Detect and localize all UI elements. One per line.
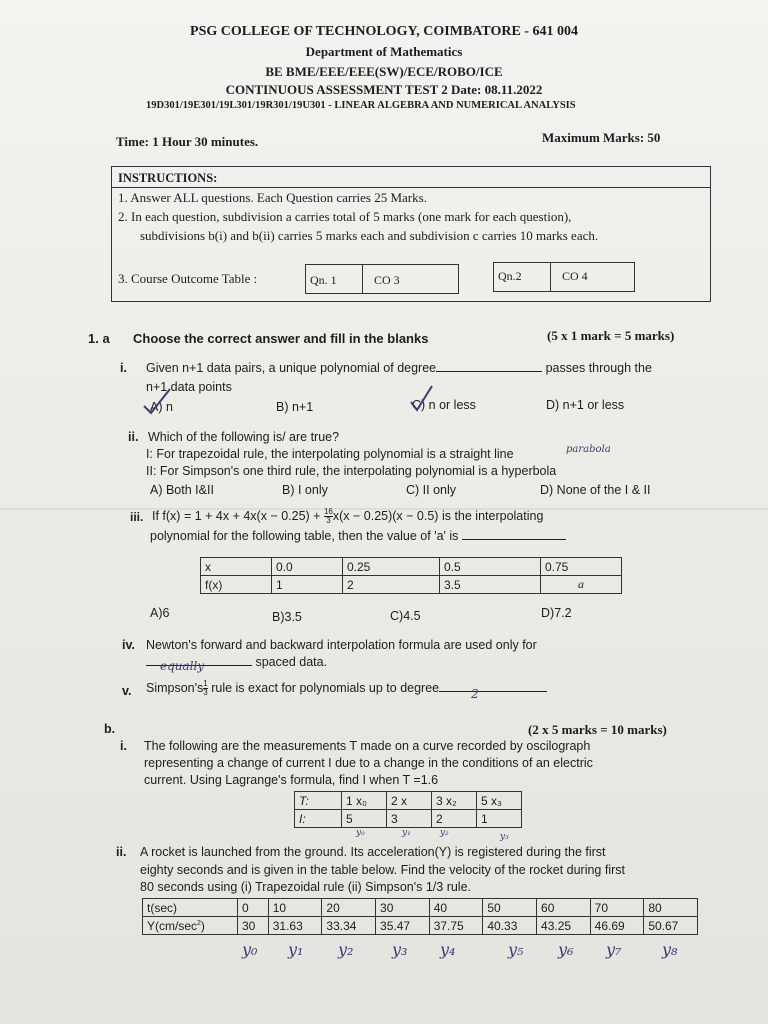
qi-option-a: A) n (150, 400, 173, 414)
qv-text: Simpson's $\frac{1}{3}$ rule is exact for polynomials up to degree 2 (146, 680, 547, 697)
qi-option-d: D) n+1 or less (546, 398, 625, 412)
qbi-line-1: The following are the measurements T made on a curve recorded by oscilograph (144, 739, 591, 753)
qbii-table (142, 898, 698, 935)
handwritten-answer: 2 (471, 686, 479, 701)
qi-text: Given n+1 data pairs, a unique polynomial of degree passes through the (146, 361, 652, 375)
programmes: BE BME/EEE/EEE(SW)/ECE/ROBO/ICE (265, 64, 503, 79)
qi-option-c: C) n or less (412, 398, 476, 412)
table-row: I: 5 3 2 1 (295, 810, 522, 828)
q1b-number: b. (104, 722, 116, 736)
college-name: PSG COLLEGE OF TECHNOLOGY, COIMBATORE - 641 004 (190, 24, 578, 39)
table-row: T: 1 x₀ 2 x 3 x₂ 5 x₃ (295, 792, 522, 810)
exam-paper: PSG COLLEGE OF TECHNOLOGY, COIMBATORE - 641 004 Department of Mathematics BE BME/EEE/EEE(SW)/ECE/ROBO/ICE CONTINUOUS ASSESSMENT TEST 2 Date: 08.11.2022 19D301/19E301/19L301/19R301/19U301 - LINEAR ALGEBRA AND NUMERICAL ANALYSIS Time: 1 Hour 30 minutes. Maximum Marks: 50 INSTRUCTIONS: 1. Answer ALL questions. Each Question carries 25 Marks. 2. In each question, subdivision a carries total of 5 marks (one mark for each question), subdivisions b(i) and b(ii) carries 5 marks each and subdivision c carries 10 marks each. 3. Course Outcome Table : Qn. 1 CO 3 Qn.2 CO 4 1. a Choose the correct answer and fill in the blanks (5 x 1 mark = 5 marks) i. Given n+1 data pairs, a unique polynomial of degree passes through the n+1 data points A) n B) n+1 C) n or less D) n+1 or less ii. Which of the following is/ are true? I: For trapezoidal rule, the interpolating polynomial is a straight line parabola II: For Simpson's one third rule, the interpolating polynomial is a hyperbola A) Both I&II B) I only C) II only D) None of the I & II iii. If f(x) = 1 + 4x + 4x(x − 0.25) + $\frac{16}{3}$ x(x − 0.25)(x − 0.5) is the interpolating polynomial for the following table, then the value of 'a' is x 0.0 0.25 0.5 0.75 f(x) 1 2 3.5 a A)6 B)3.5 C)4.5 D)7.2 iv. Newton's forward and backward interpolation formula are used only for equally spaced data. v. Simpson's $\frac{1}{3}$ rule is exact for polynomials up to degree 2 b. (2 x 5 marks = 10 marks) i. The following are the measurements T made on a curve recorded by oscilograph representing a change of current I due to a change in the conditions of an electric current. Using Lagrange's formula, find I when T =1.6 T: 1 x₀ 2 x 3 x₂ 5 x₃ I: 5 3 2 1 y₀ y₁ y₂ y₃ ii. A rocket is launched from the ground. Its acceleration(Y) is registered during the first eighty seconds and is given in the table below. Find the velocity of the rocket during first 80 seconds using (i) Trapezoidal rule (ii) Simpson's 1/3 rule. t(sec) 0 10 20 30 40 50 60 70 80 $Y(cm/\sec^2)$ 30 31.63 33.34 35.47 37.75 40.33 43.25 46.69 50.67 y₀ y₁ y₂ y₃ y₄ y₅ y₆ y₇ y₈ (0, 0, 768, 1024)
handwritten-subscript: y₁ (402, 828, 411, 838)
qii-statement-1: I: For trapezoidal rule, the interpolating polynomial is a straight line (146, 447, 514, 461)
test-title: CONTINUOUS ASSESSMENT TEST 2 Date: 08.11.2022 (225, 82, 543, 97)
qiii-option-d: D)7.2 (541, 606, 572, 620)
qi-number: i. (120, 361, 127, 375)
table-row: x 0.0 0.25 0.5 0.75 (201, 558, 622, 576)
qiv-text-cont: equally spaced data. (146, 655, 327, 669)
instruction-2-cont: subdivisions b(i) and b(ii) carries 5 marks each and subdivision c carries 10 marks each. (140, 228, 599, 243)
instructions-heading: INSTRUCTIONS: (118, 171, 218, 185)
handwritten-subscript: y₃ (500, 832, 509, 842)
max-marks: Maximum Marks: 50 (542, 130, 661, 145)
table-cell-label: $Y(cm/\sec^2)$ (143, 917, 238, 935)
qii-option-a: A) Both I&II (150, 483, 214, 497)
q1a-marks: (5 x 1 mark = 5 marks) (547, 328, 675, 343)
qiii-table (200, 557, 622, 594)
table-row: t(sec) 0 10 20 30 40 50 60 70 80 (143, 899, 698, 917)
department: Department of Mathematics (305, 44, 463, 59)
qbi-number: i. (120, 739, 127, 753)
instructions-box (111, 166, 711, 302)
qbi-line-3: current. Using Lagrange's formula, find I when T =1.6 (144, 773, 439, 787)
qi-option-b: B) n+1 (276, 400, 314, 414)
co-table-q1: Qn. 1 CO 3 (305, 264, 459, 294)
qii-option-c: C) II only (406, 483, 457, 497)
qii-number: ii. (128, 430, 139, 444)
tick-mark-icon (140, 386, 174, 416)
instruction-2: 2. In each question, subdivision a carries total of 5 marks (one mark for each question), (118, 209, 572, 224)
handwritten-subscript: y₂ (440, 828, 449, 838)
qv-number: v. (122, 684, 132, 698)
qii-option-b: B) I only (282, 483, 328, 497)
qiv-number: iv. (122, 638, 135, 652)
qii-option-d: D) None of the I & II (540, 483, 651, 497)
qbii-line-3: 80 seconds using (i) Trapezoidal rule (ii) Simpson's 1/3 rule. (140, 880, 472, 894)
qiii-option-b: B)3.5 (272, 610, 302, 624)
handwritten-answer: equally (160, 659, 205, 673)
time-label: Time: 1 Hour 30 minutes. (116, 134, 259, 149)
table-row: f(x) 1 2 3.5 a (201, 576, 622, 594)
handwritten-subscript: y₀ (356, 828, 365, 838)
instruction-1: 1. Answer ALL questions. Each Question carries 25 Marks. (118, 190, 427, 205)
qbii-number: ii. (116, 845, 127, 859)
qiii-number: iii. (130, 510, 144, 524)
q1a-number: 1. a (88, 331, 110, 346)
table-row: $Y(cm/\sec^2)$ 30 31.63 33.34 35.47 37.75 40.33 43.25 46.69 50.67 (143, 917, 698, 935)
qiii-option-c: C)4.5 (390, 609, 421, 623)
q1b-marks: (2 x 5 marks = 10 marks) (528, 722, 667, 737)
qiii-text-cont: polynomial for the following table, then the value of 'a' is (150, 529, 566, 543)
q1a-heading: Choose the correct answer and fill in the blanks (133, 331, 429, 346)
qbi-table (294, 791, 522, 828)
handwritten-note-parabola: parabola (566, 444, 611, 455)
co-table-q2: Qn.2 CO 4 (493, 262, 635, 292)
qi-text-cont: n+1 data points (146, 380, 232, 394)
instruction-3: 3. Course Outcome Table : (118, 271, 258, 286)
qbii-line-1: A rocket is launched from the ground. Its acceleration(Y) is registered during the first (140, 845, 606, 859)
tick-mark-icon (408, 384, 434, 414)
qbii-line-2: eighty seconds and is given in the table below. Find the velocity of the rocket during first (140, 863, 625, 877)
qiii-option-a: A)6 (150, 606, 170, 620)
qbi-line-2: representing a change of current I due to a change in the conditions of an electric (144, 756, 593, 770)
qii-statement-2: II: For Simpson's one third rule, the interpolating polynomial is a hyperbola (146, 464, 557, 478)
course-line: 19D301/19E301/19L301/19R301/19U301 - LINEAR ALGEBRA AND NUMERICAL ANALYSIS (146, 100, 576, 111)
qii-text: Which of the following is/ are true? (148, 430, 340, 444)
qiii-text: If f(x) = 1 + 4x + 4x(x − 0.25) + $\frac{16}{3}$ x(x − 0.25)(x − 0.5) is the interpolating (152, 507, 544, 525)
qiv-text: Newton's forward and backward interpolation formula are used only for (146, 638, 537, 652)
